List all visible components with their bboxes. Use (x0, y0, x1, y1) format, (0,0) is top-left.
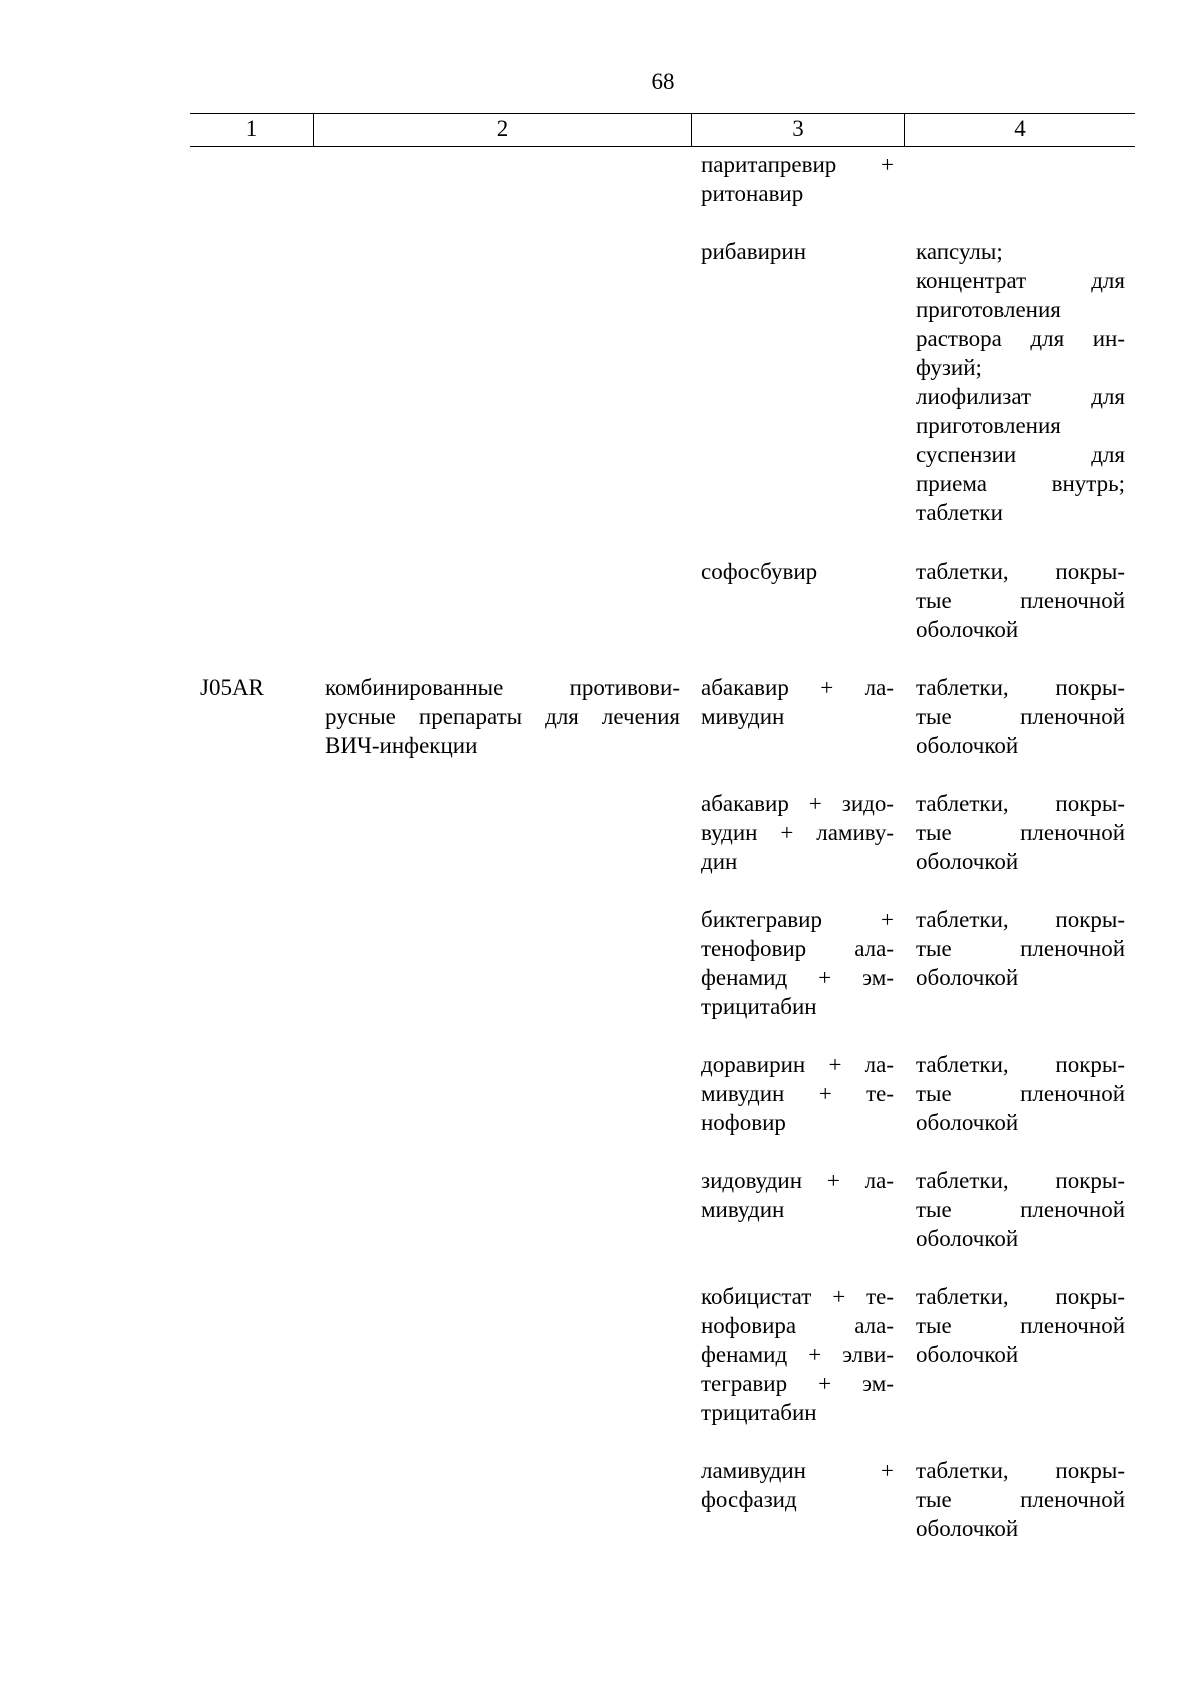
dosage-form-cell-line: раствора для ин- (916, 326, 1125, 351)
dosage-form-cell-line: таблетки, покры- (916, 559, 1125, 584)
substance-cell (701, 1166, 894, 1224)
dosage-form-cell (916, 673, 1125, 760)
substance-cell (701, 1050, 894, 1137)
substance-cell-line: дин (701, 849, 738, 874)
substance-cell-line: тенофовир ала- (701, 936, 894, 961)
atc-code-cell (200, 673, 310, 702)
table-header-row (190, 113, 1135, 147)
dosage-form-cell-line: тые пленочной (916, 820, 1125, 845)
dosage-form-cell (916, 1050, 1125, 1137)
dosage-form-cell (916, 557, 1125, 644)
dosage-form-cell (916, 905, 1125, 992)
substance-cell (701, 789, 894, 876)
group-name-cell-line: ВИЧ-инфекции (325, 733, 478, 758)
dosage-form-cell-line: оболочкой (916, 1226, 1019, 1251)
substance-cell (701, 557, 894, 586)
substance-cell-line: доравирин + ла- (701, 1052, 894, 1077)
dosage-form-cell (916, 1166, 1125, 1253)
dosage-form-cell-line: приготовления (916, 297, 1061, 322)
substance-cell (701, 237, 894, 266)
substance-cell-line: мивудин (701, 704, 785, 729)
group-name-cell-line: комбинированные противови- (325, 675, 680, 700)
substance-cell-line: абакавир + зидо- (701, 791, 894, 816)
page-number: 68 (651, 69, 675, 94)
substance-cell-line: ритонавир (701, 181, 804, 206)
dosage-form-cell-line: тые пленочной (916, 1487, 1125, 1512)
dosage-form-cell-line: оболочкой (916, 1516, 1019, 1541)
table-header-col-4: 4 (1014, 116, 1026, 141)
substance-cell-line: мивудин + те- (701, 1081, 894, 1106)
substance-cell-line: трицитабин (701, 994, 817, 1019)
substance-cell-line: абакавир + ла- (701, 675, 894, 700)
dosage-form-cell-line: фузий; (916, 355, 982, 380)
dosage-form-cell-line: таблетки, покры- (916, 1168, 1125, 1193)
dosage-form-cell-line: таблетки (916, 500, 1003, 525)
substance-cell-line: софосбувир (701, 559, 818, 584)
dosage-form-cell (916, 237, 1125, 527)
dosage-form-cell-line: оболочкой (916, 849, 1019, 874)
substance-cell (701, 150, 894, 208)
dosage-form-cell-line: оболочкой (916, 617, 1019, 642)
substance-cell-line: кобицистат + те- (701, 1284, 894, 1309)
substance-cell (701, 905, 894, 1021)
substance-cell-line: нофовир (701, 1110, 786, 1135)
dosage-form-cell-line: лиофилизат для (916, 384, 1125, 409)
substance-cell-line: ламивудин + (701, 1458, 894, 1483)
dosage-form-cell-line: приготовления (916, 413, 1061, 438)
dosage-form-cell-line: тые пленочной (916, 588, 1125, 613)
substance-cell (701, 1282, 894, 1427)
dosage-form-cell-line: таблетки, покры- (916, 907, 1125, 932)
substance-cell (701, 673, 894, 731)
dosage-form-cell-line: приема внутрь; (916, 471, 1125, 496)
substance-cell-line: фенамид + эм- (701, 965, 894, 990)
dosage-form-cell (916, 789, 1125, 876)
dosage-form-cell-line: концентрат для (916, 268, 1125, 293)
substance-cell-line: мивудин (701, 1197, 785, 1222)
dosage-form-cell-line: оболочкой (916, 965, 1019, 990)
substance-cell-line: нофовира ала- (701, 1313, 894, 1338)
table-header-col-2: 2 (314, 114, 692, 146)
substance-cell-line: фосфазид (701, 1487, 797, 1512)
dosage-form-cell-line: тые пленочной (916, 704, 1125, 729)
substance-cell-line: фенамид + элви- (701, 1342, 894, 1367)
substance-cell-line: паритапревир + (701, 152, 894, 177)
dosage-form-cell-line: таблетки, покры- (916, 1458, 1125, 1483)
substance-cell-line: трицитабин (701, 1400, 817, 1425)
table-header-col-3: 3 (692, 114, 905, 146)
dosage-form-cell-line: тые пленочной (916, 1313, 1125, 1338)
dosage-form-cell-line: оболочкой (916, 1342, 1019, 1367)
substance-cell-line: зидовудин + ла- (701, 1168, 894, 1193)
dosage-form-cell-line: таблетки, покры- (916, 791, 1125, 816)
dosage-form-cell-line: таблетки, покры- (916, 1284, 1125, 1309)
substance-cell-line: биктегравир + (701, 907, 894, 932)
dosage-form-cell-line: тые пленочной (916, 1197, 1125, 1222)
dosage-form-cell-line: оболочкой (916, 1110, 1019, 1135)
substance-cell-line: тегравир + эм- (701, 1371, 894, 1396)
dosage-form-cell-line: тые пленочной (916, 936, 1125, 961)
dosage-form-cell-line: суспензии для (916, 442, 1125, 467)
dosage-form-cell (916, 1456, 1125, 1543)
atc-code-cell-line: J05AR (200, 675, 264, 700)
dosage-form-cell-line: капсулы; (916, 239, 1003, 264)
substance-cell (701, 1456, 894, 1514)
group-name-cell-line: русные препараты для лечения (325, 704, 680, 729)
dosage-form-cell-line: таблетки, покры- (916, 675, 1125, 700)
dosage-form-cell-line: тые пленочной (916, 1081, 1125, 1106)
table-header-col-1: 1 (190, 114, 314, 146)
dosage-form-cell (916, 1282, 1125, 1369)
substance-cell-line: вудин + ламиву- (701, 820, 894, 845)
dosage-form-cell-line: таблетки, покры- (916, 1052, 1125, 1077)
group-name-cell (325, 673, 680, 760)
dosage-form-cell-line: оболочкой (916, 733, 1019, 758)
substance-cell-line: рибавирин (701, 239, 807, 264)
